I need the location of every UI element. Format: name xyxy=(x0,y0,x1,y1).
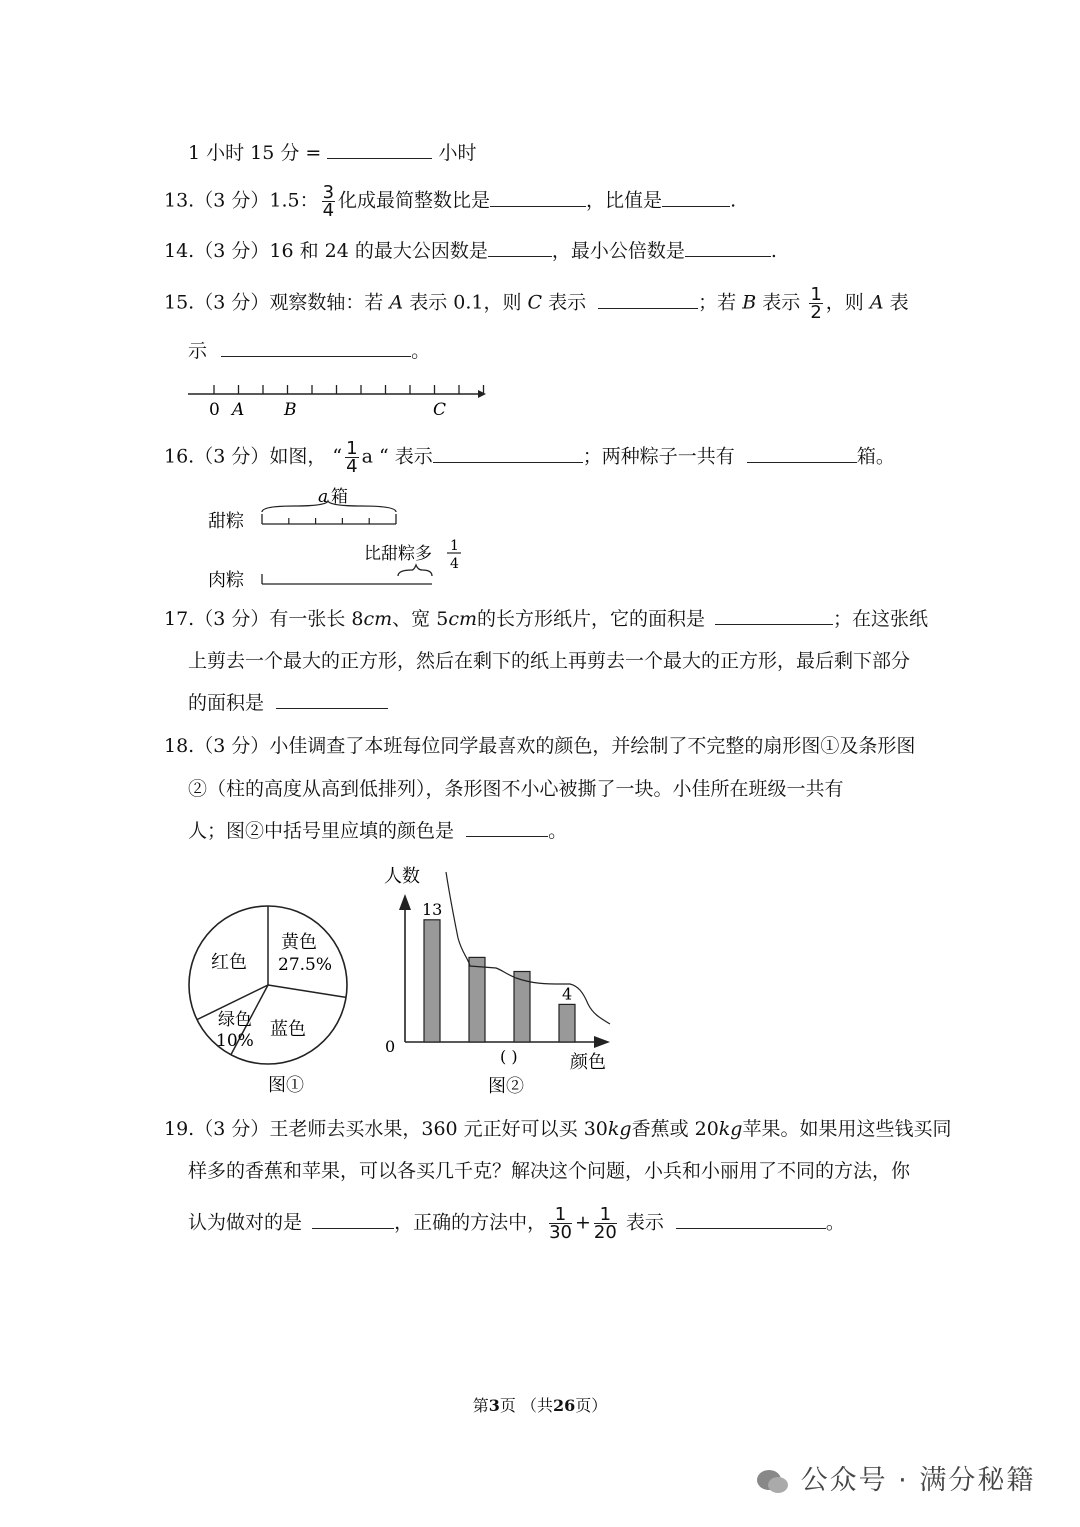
answer-blank[interactable] xyxy=(312,1210,394,1229)
question-15: 15.（3 分）观察数轴：若 A 表示 0.1，则 C 表示 ；若 B 表示 $\frac{1}{2}$ ，则 A 表 xyxy=(164,284,909,323)
more-label: 比甜粽多 xyxy=(364,544,432,564)
answer-blank[interactable] xyxy=(221,338,411,357)
bar-3 xyxy=(514,972,530,1043)
answer-blank[interactable] xyxy=(276,690,388,709)
more-frac-num: 1 xyxy=(450,538,459,554)
meat-label: 肉粽 xyxy=(208,570,244,591)
answer-blank[interactable] xyxy=(598,290,698,309)
axis-label-0: 0 xyxy=(209,400,220,420)
question-16: 16.（3 分）如图， “ $\frac{1}{4}$ a “ 表示 ；两种粽子一共有 箱。 xyxy=(164,438,895,477)
question-13: 13.（3 分）1.5： $\frac{3}{4}$ 化成最简整数比是 ，比值是 . xyxy=(164,182,737,221)
pie-chart xyxy=(180,898,370,1098)
zongzi-diagram xyxy=(200,482,500,594)
axis-label-b: B xyxy=(284,400,297,420)
a-label: a xyxy=(318,487,329,507)
q12-tail: 1 小时 15 分 = 小时 xyxy=(188,142,477,164)
fraction-1-2: $\frac{1}{2}$ xyxy=(810,284,822,323)
slice-label-blue: 蓝色 xyxy=(270,1019,306,1040)
question-17-line3: 的面积是 xyxy=(188,690,388,716)
watermark: 公众号 · 满分秘籍 xyxy=(756,1458,1035,1497)
axis-ticks xyxy=(214,385,484,394)
sweet-ends xyxy=(262,514,396,524)
y-axis-arrow xyxy=(399,894,411,910)
bar-chart xyxy=(378,858,628,1100)
axis-label-c: C xyxy=(433,400,447,420)
slice-label-yellow: 黄色 xyxy=(281,932,317,953)
slice-label-red: 红色 xyxy=(211,952,247,973)
question-18-line2: ②（柱的高度从高到低排列），条形图不小心被撕了一块。小佳所在班级一共有 xyxy=(188,778,844,800)
slice-label-green: 绿色 xyxy=(218,1010,252,1030)
bracket-label: ( ) xyxy=(500,1047,518,1066)
pie-title: 图① xyxy=(268,1075,304,1096)
fraction-3-4: $\frac{3}{4}$ xyxy=(322,182,335,221)
bar-value-label: 4 xyxy=(562,984,573,1004)
y-axis-label: 人数 xyxy=(384,866,420,887)
question-18-line3: 人；图②中括号里应填的颜色是 。 xyxy=(188,820,568,842)
page-footer: 第3页 （共26页） xyxy=(472,1396,608,1415)
x-axis-label: 颜色 xyxy=(570,1052,606,1073)
bar-4 xyxy=(559,1004,575,1042)
fraction-1-20: $\frac{1}{20}$ xyxy=(593,1204,617,1243)
wechat-icon xyxy=(756,1468,790,1496)
answer-blank[interactable] xyxy=(676,1210,826,1229)
answer-blank[interactable] xyxy=(490,188,586,207)
question-14: 14.（3 分）16 和 24 的最大公因数是 ，最小公倍数是 . xyxy=(164,240,777,262)
more-frac-den: 4 xyxy=(450,556,459,572)
answer-blank[interactable] xyxy=(327,140,432,159)
answer-blank[interactable] xyxy=(466,818,548,837)
answer-blank[interactable] xyxy=(662,188,730,207)
more-brace xyxy=(398,565,432,576)
question-15-line2: 示 。 xyxy=(188,340,431,362)
slice-value-green: 10% xyxy=(216,1031,254,1051)
axis-arrow xyxy=(478,390,486,398)
question-17: 17.（3 分）有一张长 8cm、宽 5cm的长方形纸片，它的面积是 ；在这张纸 xyxy=(164,608,929,630)
bar-value-label: 13 xyxy=(422,899,443,919)
origin-label: 0 xyxy=(385,1037,396,1056)
question-19-line3: 认为做对的是 ，正确的方法中， $\frac{1}{30}$ + $\frac{1}{20}$ 表示 。 xyxy=(188,1204,845,1243)
answer-blank[interactable] xyxy=(747,444,857,463)
sweet-segments xyxy=(289,518,369,524)
bar-title: 图② xyxy=(488,1076,524,1097)
bar-1 xyxy=(424,920,440,1042)
axis-label-a: A xyxy=(232,400,245,420)
question-19: 19.（3 分）王老师去买水果，360 元正好可以买 30kg香蕉或 20kg苹果。如果用这些钱买同 xyxy=(164,1118,952,1140)
question-17-line2: 上剪去一个最大的正方形，然后在剩下的纸上再剪去一个最大的正方形，最后剩下部分 xyxy=(188,650,911,672)
pie-boundary-1 xyxy=(268,985,346,997)
bar-2 xyxy=(469,957,485,1042)
question-18: 18.（3 分）小佳调查了本班每位同学最喜欢的颜色，并绘制了不完整的扇形图①及条形图 xyxy=(164,735,916,757)
answer-blank[interactable] xyxy=(433,444,583,463)
answer-blank[interactable] xyxy=(488,238,552,257)
answer-blank[interactable] xyxy=(715,606,833,625)
number-line xyxy=(180,380,500,422)
a-unit: 箱 xyxy=(331,487,348,507)
question-19-line2: 样多的香蕉和苹果，可以各买几千克？解决这个问题，小兵和小丽用了不同的方法，你 xyxy=(188,1160,911,1182)
sweet-brace xyxy=(262,501,396,512)
fraction-1-30: $\frac{1}{30}$ xyxy=(549,1204,572,1243)
slice-value-yellow: 27.5% xyxy=(278,955,333,975)
x-axis-arrow xyxy=(594,1036,610,1048)
answer-blank[interactable] xyxy=(685,238,771,257)
fraction-1-4: $\frac{1}{4}$ xyxy=(346,438,358,477)
sweet-label: 甜粽 xyxy=(208,511,244,532)
bars xyxy=(422,900,575,1042)
